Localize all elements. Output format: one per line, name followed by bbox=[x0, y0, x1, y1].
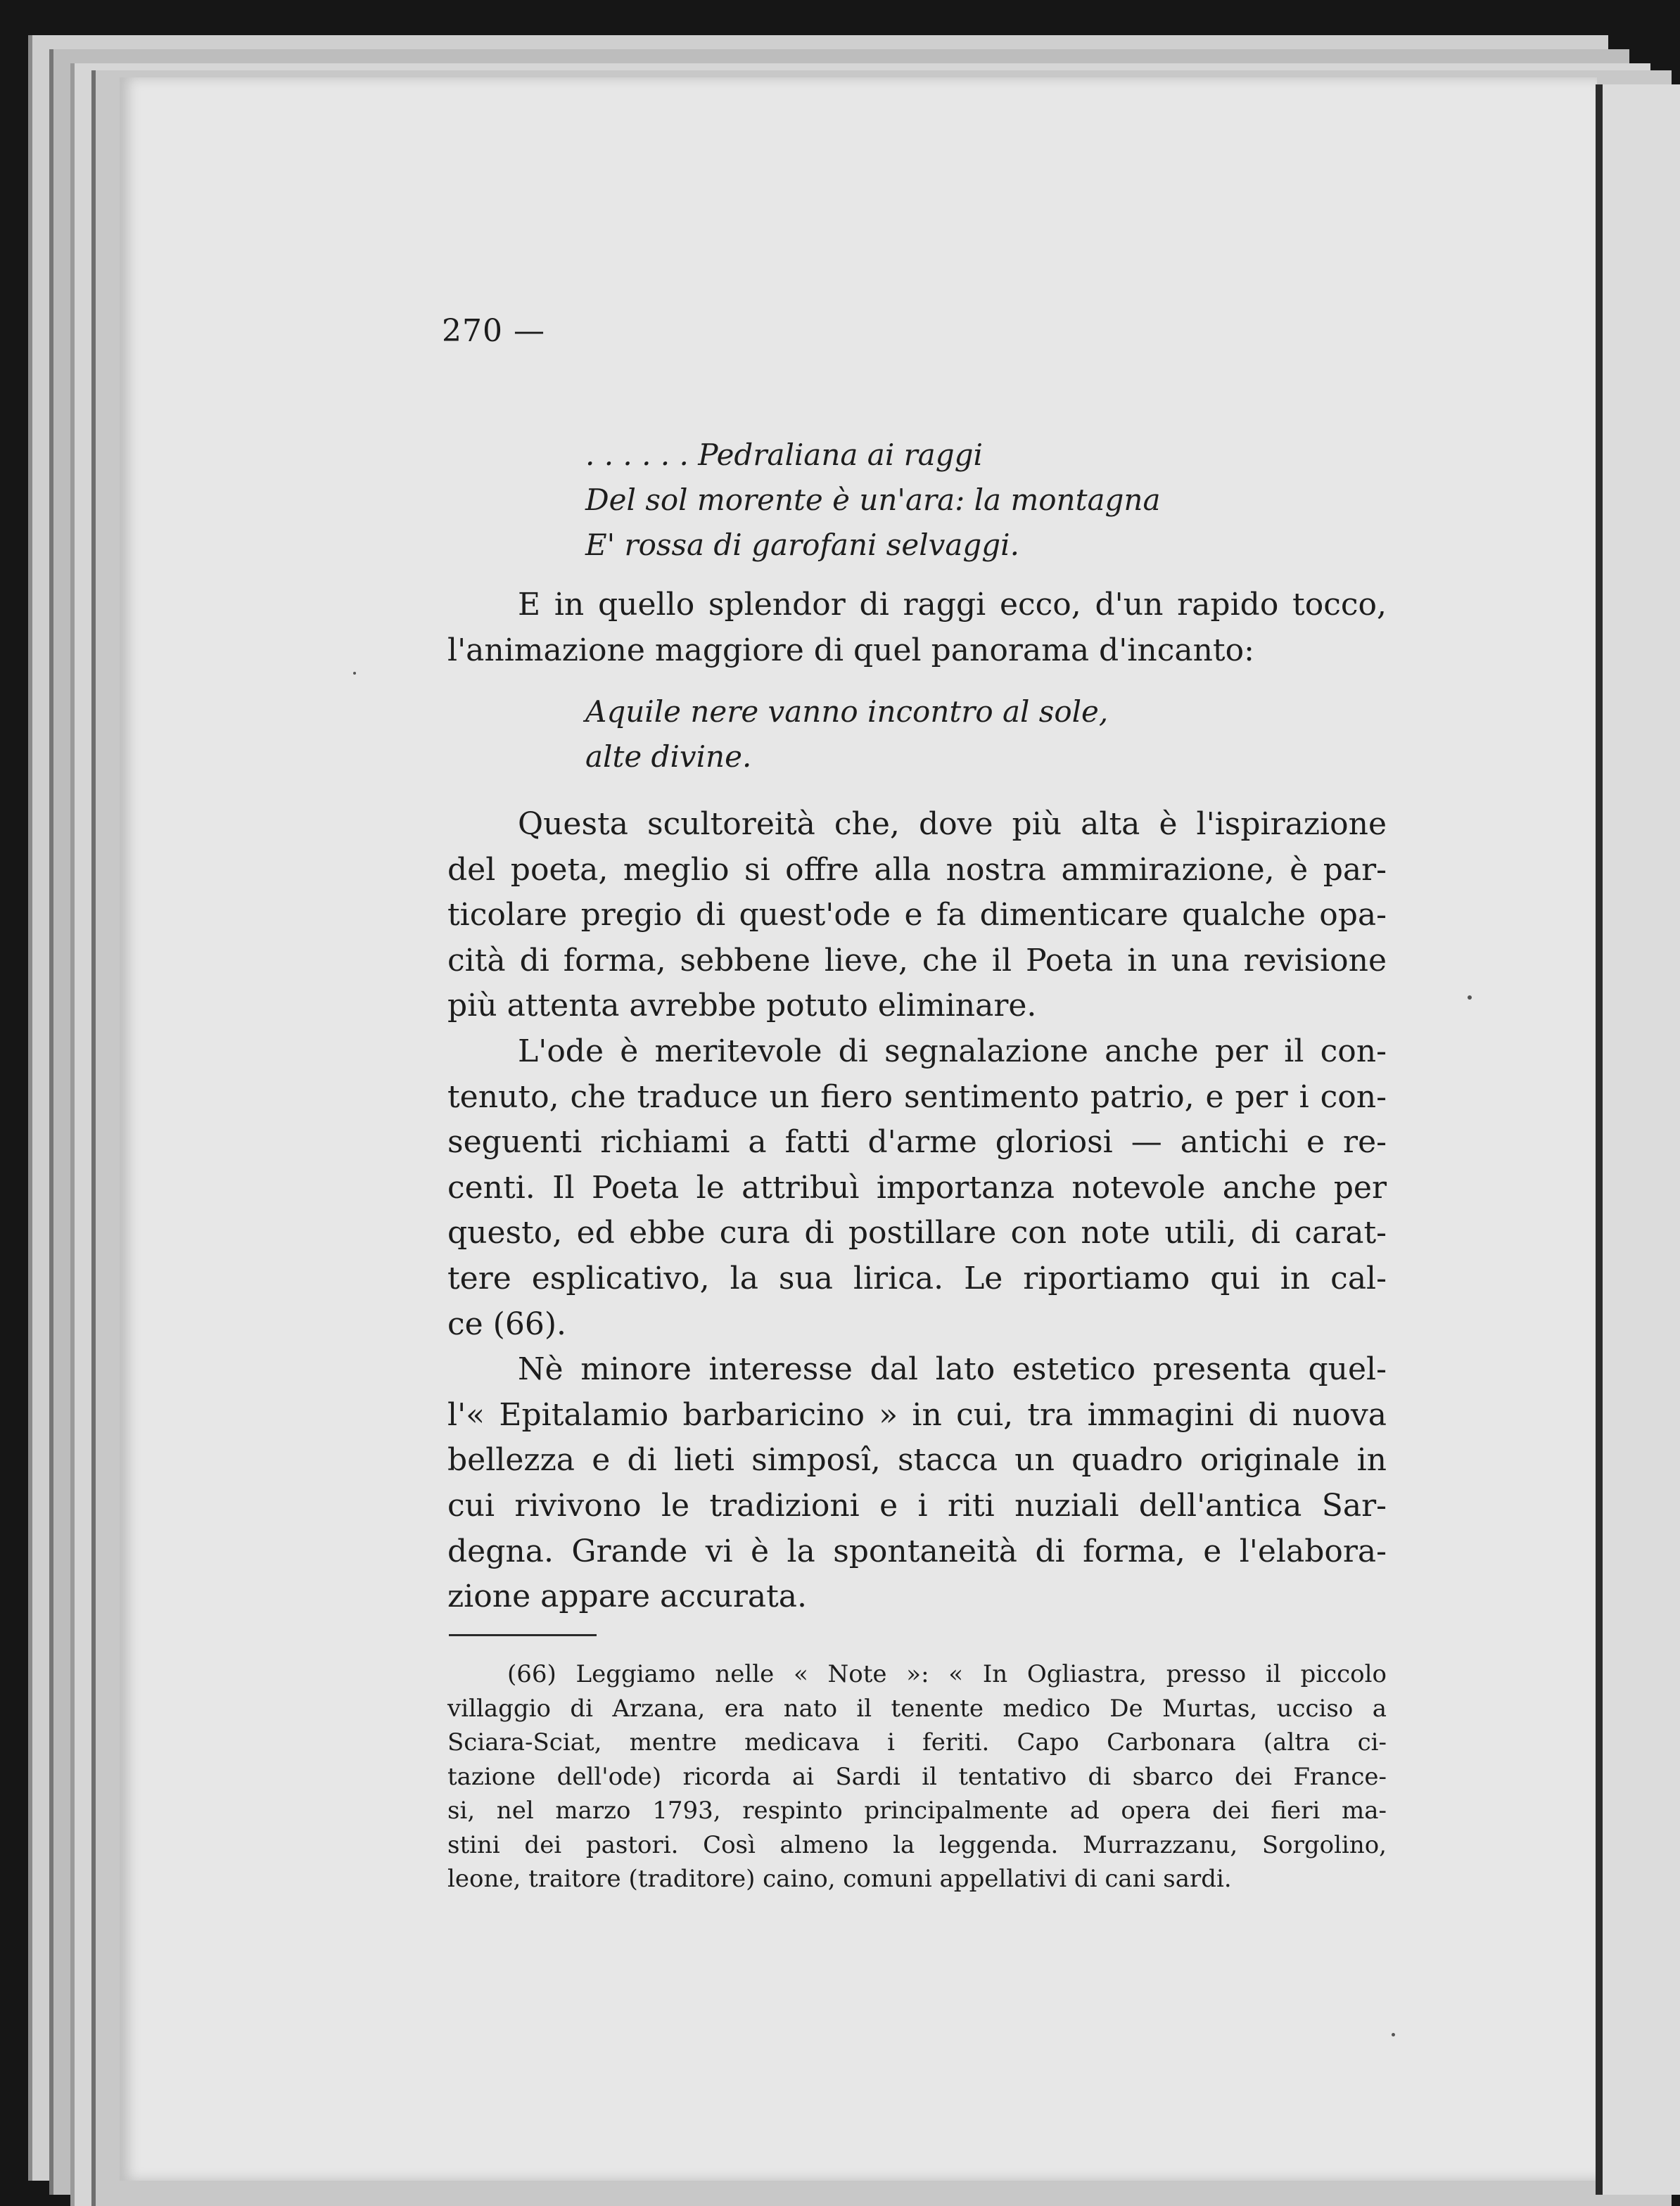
facing-page-edge bbox=[1596, 84, 1680, 2195]
paper-speck bbox=[353, 672, 356, 675]
text-line: ce (66). bbox=[447, 1306, 566, 1342]
text-line: degna. Grande vi è la spontaneità di forma, e l'elabora- bbox=[447, 1533, 1387, 1569]
text-line: l'« Epitalamio barbaricino » in cui, tra immagini di nuova bbox=[447, 1396, 1387, 1433]
paper-speck bbox=[1392, 2033, 1395, 2036]
text-line: tenuto, che traduce un fiero sentimento patrio, e per i con- bbox=[447, 1078, 1387, 1115]
verse-line: Aquile nere vanno incontro al sole, bbox=[585, 694, 1109, 729]
footnote-line: stini dei pastori. Così almeno la leggenda. Murrazzanu, Sorgolino, bbox=[447, 1830, 1387, 1859]
paragraph-2 bbox=[447, 802, 1387, 1620]
footnote-divider bbox=[449, 1634, 597, 1636]
text-line: più attenta avrebbe potuto eliminare. bbox=[447, 988, 1037, 1024]
text-line: questo, ed ebbe cura di postillare con note utili, di carat- bbox=[447, 1215, 1387, 1251]
verse-line: alte divine. bbox=[585, 739, 752, 774]
paper-speck bbox=[1468, 995, 1472, 1000]
verse-quote-2 bbox=[585, 689, 1108, 779]
verse-line: Del sol morente è un'ara: la montagna bbox=[585, 483, 1161, 517]
verse-quote-1 bbox=[585, 433, 1161, 568]
page-number: 270 — bbox=[442, 313, 545, 349]
footnote-line: tazione dell'ode) ricorda ai Sardi il tentativo di sbarco dei France- bbox=[447, 1762, 1387, 1791]
text-line: del poeta, meglio si offre alla nostra ammirazione, è par- bbox=[447, 851, 1387, 888]
text-line: Questa scultoreità che, dove più alta è l'ispirazione bbox=[518, 806, 1387, 842]
text-line: seguenti richiami a fatti d'arme gloriosi — antichi e re- bbox=[447, 1124, 1387, 1161]
text-line: ticolare pregio di quest'ode e fa dimenticare qualche opa- bbox=[447, 897, 1387, 933]
text-line: Nè minore interesse dal lato estetico presenta quel- bbox=[518, 1351, 1387, 1388]
footnote bbox=[447, 1657, 1387, 1896]
footnote-line: villaggio di Arzana, era nato il tenente medico De Murtas, ucciso a bbox=[447, 1694, 1387, 1723]
verse-line: E' rossa di garofani selvaggi. bbox=[585, 528, 1019, 562]
footnote-line: (66) Leggiamo nelle « Note »: « In Ogliastra, presso il piccolo bbox=[507, 1660, 1387, 1688]
text-line: L'ode è meritevole di segnalazione anche per il con- bbox=[518, 1033, 1387, 1069]
footnote-line: leone, traitore (traditore) caino, comuni appellativi di cani sardi. bbox=[447, 1865, 1232, 1893]
verse-line: . . . . . . Pedraliana ai raggi bbox=[585, 438, 983, 472]
text-line: E in quello splendor di raggi ecco, d'un rapido tocco, bbox=[518, 587, 1387, 623]
text-line: cità di forma, sebbene lieve, che il Poeta in una revisione bbox=[447, 942, 1387, 978]
footnote-line: Sciara-Sciat, mentre medicava i feriti. Capo Carbonara (altra ci- bbox=[447, 1728, 1387, 1756]
text-line: cui rivivono le tradizioni e i riti nuziali dell'antica Sar- bbox=[447, 1487, 1387, 1524]
text-line: l'animazione maggiore di quel panorama d'incanto: bbox=[447, 632, 1254, 668]
text-line: bellezza e di lieti simposî, stacca un quadro originale in bbox=[447, 1442, 1387, 1479]
text-line: tere esplicativo, la sua lirica. Le riportiamo qui in cal- bbox=[447, 1260, 1387, 1296]
paragraph-1 bbox=[447, 582, 1387, 673]
footnote-line: si, nel marzo 1793, respinto principalmente ad opera dei fieri ma- bbox=[447, 1797, 1387, 1825]
text-line: zione appare accurata. bbox=[447, 1579, 807, 1615]
text-line: centi. Il Poeta le attribuì importanza notevole anche per bbox=[447, 1169, 1387, 1206]
